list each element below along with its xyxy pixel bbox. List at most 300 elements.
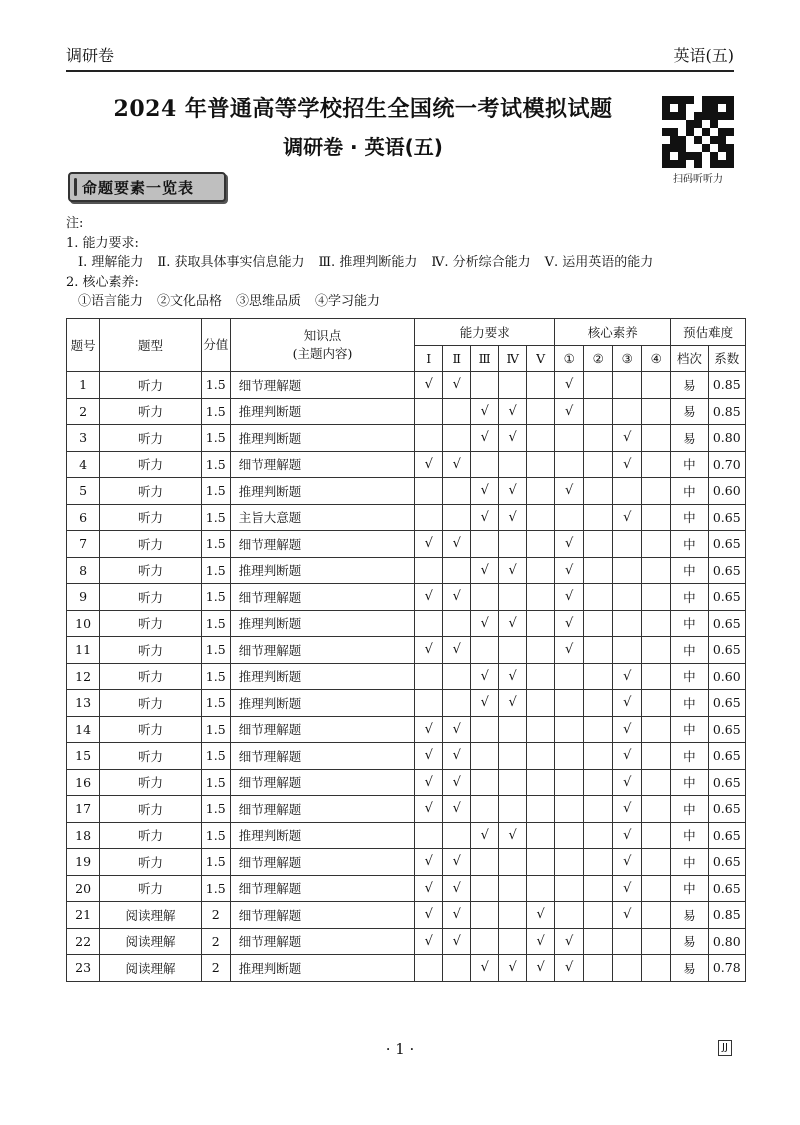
cell-num: 13 <box>67 690 100 717</box>
ability-title: 1. 能力要求: <box>66 235 139 251</box>
cell-score: 1.5 <box>201 398 230 425</box>
cell-type: 听力 <box>100 849 202 876</box>
ability-check-icon: √ <box>499 478 527 505</box>
cell-num: 23 <box>67 955 100 982</box>
ability-check-icon: √ <box>527 902 555 929</box>
ability-cell <box>415 690 443 717</box>
ability-check-icon: √ <box>471 425 499 452</box>
ability-cell <box>527 557 555 584</box>
cell-type: 阅读理解 <box>100 955 202 982</box>
cell-num: 9 <box>67 584 100 611</box>
table-row <box>67 478 746 505</box>
cell-num: 4 <box>67 451 100 478</box>
qr-caption: 扫码听听力 <box>673 174 723 185</box>
literacy-cell <box>584 849 613 876</box>
ability-cell <box>527 372 555 399</box>
cell-level: 中 <box>671 875 708 902</box>
literacy-cell <box>555 451 584 478</box>
cell-num: 19 <box>67 849 100 876</box>
literacy-check-icon: √ <box>613 822 642 849</box>
literacy-cell <box>642 716 671 743</box>
section-badge: 命题要素一览表 <box>68 172 226 202</box>
ability-check-icon: √ <box>499 557 527 584</box>
header-level: 档次 <box>671 345 708 372</box>
literacy-cell <box>642 478 671 505</box>
ability-check-icon: √ <box>499 425 527 452</box>
page-header <box>66 44 734 72</box>
literacy-cell <box>555 769 584 796</box>
literacy-item: ①语言能力 <box>78 294 144 309</box>
cell-knowledge: 推理判断题 <box>230 557 415 584</box>
ability-cell <box>527 584 555 611</box>
cell-coef: 0.65 <box>708 531 745 558</box>
ability-cell <box>471 849 499 876</box>
literacy-cell <box>642 584 671 611</box>
ability-cell <box>415 663 443 690</box>
cell-knowledge: 细节理解题 <box>230 928 415 955</box>
cell-level: 易 <box>671 928 708 955</box>
literacy-check-icon: √ <box>613 425 642 452</box>
literacy-cell <box>642 690 671 717</box>
literacy-cell <box>613 955 642 982</box>
literacy-check-icon: √ <box>613 451 642 478</box>
ability-cell <box>527 451 555 478</box>
ability-cell <box>443 610 471 637</box>
header-right-label: 英语(五) <box>673 46 734 65</box>
cell-knowledge: 细节理解题 <box>230 902 415 929</box>
cell-num: 3 <box>67 425 100 452</box>
literacy-check-icon: √ <box>555 478 584 505</box>
literacy-cell <box>584 531 613 558</box>
ability-check-icon: √ <box>471 822 499 849</box>
ability-check-icon: √ <box>471 610 499 637</box>
literacy-cell <box>555 875 584 902</box>
ability-check-icon: √ <box>499 610 527 637</box>
cell-level: 中 <box>671 504 708 531</box>
ability-cell <box>527 769 555 796</box>
cell-knowledge: 推理判断题 <box>230 955 415 982</box>
cell-coef: 0.80 <box>708 928 745 955</box>
ability-cell <box>499 743 527 770</box>
header-literacy: 核心素养 <box>555 319 671 346</box>
cell-coef: 0.85 <box>708 398 745 425</box>
cell-type: 听力 <box>100 663 202 690</box>
cell-type: 听力 <box>100 769 202 796</box>
ability-cell <box>527 531 555 558</box>
header-difficulty: 预估难度 <box>671 319 746 346</box>
ability-check-icon: √ <box>471 557 499 584</box>
ability-check-icon: √ <box>527 928 555 955</box>
header-literacy-col: ① <box>555 345 584 372</box>
literacy-cell <box>613 610 642 637</box>
table-row <box>67 902 746 929</box>
cell-coef: 0.70 <box>708 451 745 478</box>
ability-cell <box>499 372 527 399</box>
header-type: 题型 <box>100 319 202 372</box>
header-ability-col: Ⅱ <box>443 345 471 372</box>
cell-num: 5 <box>67 478 100 505</box>
table-row <box>67 769 746 796</box>
ability-check-icon: √ <box>415 849 443 876</box>
cell-num: 8 <box>67 557 100 584</box>
ability-cell <box>499 716 527 743</box>
literacy-check-icon: √ <box>555 928 584 955</box>
cell-score: 1.5 <box>201 875 230 902</box>
ability-cell <box>499 769 527 796</box>
table-row <box>67 663 746 690</box>
literacy-check-icon: √ <box>613 743 642 770</box>
ability-check-icon: √ <box>443 769 471 796</box>
cell-knowledge: 细节理解题 <box>230 584 415 611</box>
notes-section <box>66 214 746 312</box>
cell-coef: 0.65 <box>708 796 745 823</box>
ability-check-icon: √ <box>499 690 527 717</box>
cell-score: 1.5 <box>201 690 230 717</box>
literacy-cell <box>584 425 613 452</box>
cell-num: 7 <box>67 531 100 558</box>
table-row <box>67 451 746 478</box>
table-row <box>67 690 746 717</box>
cell-coef: 0.85 <box>708 902 745 929</box>
cell-type: 听力 <box>100 716 202 743</box>
cell-level: 中 <box>671 637 708 664</box>
cell-num: 12 <box>67 663 100 690</box>
cell-type: 听力 <box>100 690 202 717</box>
literacy-cell <box>642 743 671 770</box>
table-row <box>67 637 746 664</box>
cell-level: 中 <box>671 849 708 876</box>
literacy-cell <box>584 902 613 929</box>
table-row <box>67 955 746 982</box>
literacy-cell <box>642 928 671 955</box>
ability-cell <box>471 531 499 558</box>
table-row <box>67 796 746 823</box>
literacy-check-icon: √ <box>555 557 584 584</box>
cell-type: 听力 <box>100 637 202 664</box>
literacy-cell <box>642 822 671 849</box>
literacy-cell <box>613 372 642 399</box>
cell-type: 听力 <box>100 743 202 770</box>
ability-check-icon: √ <box>415 637 443 664</box>
ability-item: Ⅱ. 获取具体事实信息能力 <box>157 255 305 270</box>
table-row <box>67 425 746 452</box>
ability-item: Ⅳ. 分析综合能力 <box>431 255 531 270</box>
ability-cell <box>443 822 471 849</box>
ability-cell <box>527 637 555 664</box>
header-literacy-col: ③ <box>613 345 642 372</box>
cell-type: 听力 <box>100 531 202 558</box>
ability-check-icon: √ <box>471 663 499 690</box>
literacy-cell <box>555 849 584 876</box>
table-row <box>67 398 746 425</box>
literacy-cell <box>584 743 613 770</box>
cell-coef: 0.65 <box>708 557 745 584</box>
ability-check-icon: √ <box>443 928 471 955</box>
ability-check-icon: √ <box>415 716 443 743</box>
cell-knowledge: 细节理解题 <box>230 875 415 902</box>
ability-item: Ⅲ. 推理判断能力 <box>318 255 418 270</box>
ability-cell <box>443 478 471 505</box>
cell-num: 22 <box>67 928 100 955</box>
literacy-item: ③思维品质 <box>236 294 302 309</box>
ability-cell <box>499 531 527 558</box>
cell-level: 易 <box>671 955 708 982</box>
ability-cell <box>499 902 527 929</box>
cell-knowledge: 细节理解题 <box>230 531 415 558</box>
page-number: · 1 · <box>385 1040 415 1058</box>
ability-cell <box>527 716 555 743</box>
cell-score: 1.5 <box>201 716 230 743</box>
literacy-cell <box>584 663 613 690</box>
cell-knowledge: 细节理解题 <box>230 637 415 664</box>
table-row <box>67 557 746 584</box>
literacy-check-icon: √ <box>613 849 642 876</box>
ability-cell <box>471 372 499 399</box>
header-coef: 系数 <box>708 345 745 372</box>
header-ability-col: Ⅲ <box>471 345 499 372</box>
cell-score: 1.5 <box>201 637 230 664</box>
literacy-cell <box>642 504 671 531</box>
cell-score: 1.5 <box>201 451 230 478</box>
ability-check-icon: √ <box>443 796 471 823</box>
ability-cell <box>471 716 499 743</box>
ability-cell <box>527 875 555 902</box>
literacy-cell <box>584 584 613 611</box>
ability-cell <box>527 398 555 425</box>
cell-type: 听力 <box>100 796 202 823</box>
literacy-cell <box>555 504 584 531</box>
cell-level: 中 <box>671 584 708 611</box>
cell-score: 1.5 <box>201 478 230 505</box>
literacy-cell <box>555 690 584 717</box>
ability-cell <box>415 955 443 982</box>
ability-check-icon: √ <box>443 531 471 558</box>
cell-score: 1.5 <box>201 584 230 611</box>
ability-check-icon: √ <box>443 716 471 743</box>
cell-type: 听力 <box>100 504 202 531</box>
table-row <box>67 716 746 743</box>
page-title: 2024 年普通高等学校招生全国统一考试模拟试题 <box>113 96 613 122</box>
cell-coef: 0.65 <box>708 637 745 664</box>
table-row <box>67 928 746 955</box>
ability-check-icon: √ <box>415 875 443 902</box>
cell-type: 听力 <box>100 875 202 902</box>
header-knowledge <box>230 319 415 372</box>
cell-knowledge: 推理判断题 <box>230 398 415 425</box>
literacy-check-icon: √ <box>555 584 584 611</box>
cell-knowledge: 细节理解题 <box>230 769 415 796</box>
literacy-check-icon: √ <box>555 955 584 982</box>
ability-item: Ⅴ. 运用英语的能力 <box>544 255 654 270</box>
cell-coef: 0.65 <box>708 690 745 717</box>
cell-score: 1.5 <box>201 849 230 876</box>
ability-check-icon: √ <box>443 372 471 399</box>
header-knowledge-line1: 知识点 <box>303 328 342 343</box>
cell-coef: 0.65 <box>708 849 745 876</box>
cell-level: 中 <box>671 531 708 558</box>
literacy-cell <box>642 557 671 584</box>
cell-num: 21 <box>67 902 100 929</box>
ability-check-icon: √ <box>415 743 443 770</box>
cell-type: 听力 <box>100 398 202 425</box>
elements-table <box>66 318 746 982</box>
ability-cell <box>527 796 555 823</box>
literacy-list <box>66 292 746 312</box>
ability-check-icon: √ <box>471 690 499 717</box>
footer-tag: JJ <box>718 1040 732 1056</box>
ability-cell <box>499 928 527 955</box>
literacy-check-icon: √ <box>555 531 584 558</box>
cell-coef: 0.65 <box>708 584 745 611</box>
ability-cell <box>471 796 499 823</box>
ability-cell <box>527 690 555 717</box>
literacy-cell <box>555 425 584 452</box>
ability-cell <box>415 425 443 452</box>
ability-check-icon: √ <box>443 849 471 876</box>
table-row <box>67 531 746 558</box>
literacy-check-icon: √ <box>613 504 642 531</box>
literacy-cell <box>584 557 613 584</box>
literacy-cell <box>642 849 671 876</box>
ability-check-icon: √ <box>443 584 471 611</box>
ability-cell <box>471 743 499 770</box>
cell-type: 阅读理解 <box>100 928 202 955</box>
cell-level: 中 <box>671 663 708 690</box>
literacy-cell <box>584 637 613 664</box>
literacy-cell <box>584 610 613 637</box>
cell-knowledge: 细节理解题 <box>230 849 415 876</box>
table-row <box>67 849 746 876</box>
ability-cell <box>471 928 499 955</box>
ability-cell <box>499 451 527 478</box>
cell-num: 2 <box>67 398 100 425</box>
literacy-cell <box>613 398 642 425</box>
ability-cell <box>443 425 471 452</box>
ability-check-icon: √ <box>499 504 527 531</box>
ability-check-icon: √ <box>443 875 471 902</box>
cell-type: 听力 <box>100 822 202 849</box>
table-row <box>67 875 746 902</box>
cell-level: 中 <box>671 716 708 743</box>
ability-check-icon: √ <box>471 504 499 531</box>
cell-coef: 0.65 <box>708 875 745 902</box>
literacy-cell <box>584 478 613 505</box>
ability-cell <box>527 663 555 690</box>
cell-level: 中 <box>671 478 708 505</box>
cell-score: 1.5 <box>201 822 230 849</box>
cell-coef: 0.65 <box>708 504 745 531</box>
ability-cell <box>499 875 527 902</box>
cell-score: 1.5 <box>201 372 230 399</box>
ability-cell <box>471 902 499 929</box>
table-row <box>67 822 746 849</box>
cell-knowledge: 推理判断题 <box>230 822 415 849</box>
cell-num: 20 <box>67 875 100 902</box>
cell-level: 中 <box>671 610 708 637</box>
cell-knowledge: 推理判断题 <box>230 478 415 505</box>
ability-cell <box>471 769 499 796</box>
cell-score: 1.5 <box>201 531 230 558</box>
literacy-cell <box>584 796 613 823</box>
cell-coef: 0.65 <box>708 769 745 796</box>
qr-code-icon[interactable] <box>662 96 734 168</box>
ability-check-icon: √ <box>471 478 499 505</box>
cell-level: 易 <box>671 425 708 452</box>
cell-num: 15 <box>67 743 100 770</box>
ability-check-icon: √ <box>443 743 471 770</box>
cell-score: 1.5 <box>201 610 230 637</box>
literacy-cell <box>642 955 671 982</box>
ability-cell <box>415 478 443 505</box>
ability-check-icon: √ <box>471 398 499 425</box>
ability-cell <box>527 425 555 452</box>
ability-cell <box>527 504 555 531</box>
cell-knowledge: 细节理解题 <box>230 796 415 823</box>
ability-check-icon: √ <box>415 928 443 955</box>
literacy-cell <box>584 716 613 743</box>
ability-cell <box>415 822 443 849</box>
ability-check-icon: √ <box>415 769 443 796</box>
cell-knowledge: 推理判断题 <box>230 610 415 637</box>
ability-check-icon: √ <box>499 663 527 690</box>
cell-knowledge: 细节理解题 <box>230 372 415 399</box>
ability-cell <box>499 637 527 664</box>
cell-knowledge: 主旨大意题 <box>230 504 415 531</box>
cell-type: 阅读理解 <box>100 902 202 929</box>
table-row <box>67 743 746 770</box>
ability-check-icon: √ <box>415 796 443 823</box>
literacy-cell <box>584 398 613 425</box>
cell-level: 易 <box>671 902 708 929</box>
cell-type: 听力 <box>100 610 202 637</box>
cell-score: 2 <box>201 928 230 955</box>
cell-level: 中 <box>671 451 708 478</box>
cell-knowledge: 细节理解题 <box>230 716 415 743</box>
literacy-cell <box>584 822 613 849</box>
literacy-item: ④学习能力 <box>315 294 381 309</box>
header-literacy-col: ② <box>584 345 613 372</box>
cell-num: 11 <box>67 637 100 664</box>
cell-level: 易 <box>671 372 708 399</box>
cell-score: 2 <box>201 955 230 982</box>
ability-check-icon: √ <box>443 637 471 664</box>
literacy-cell <box>642 610 671 637</box>
cell-type: 听力 <box>100 425 202 452</box>
literacy-check-icon: √ <box>555 372 584 399</box>
literacy-cell <box>613 637 642 664</box>
page-subtitle: 调研卷 · 英语(五) <box>283 135 443 159</box>
ability-cell <box>443 663 471 690</box>
cell-coef: 0.85 <box>708 372 745 399</box>
header-left-label: 调研卷 <box>66 46 115 65</box>
ability-cell <box>499 584 527 611</box>
literacy-check-icon: √ <box>555 637 584 664</box>
literacy-cell <box>613 584 642 611</box>
literacy-check-icon: √ <box>613 902 642 929</box>
ability-cell <box>415 557 443 584</box>
cell-level: 中 <box>671 690 708 717</box>
ability-check-icon: √ <box>415 584 443 611</box>
ability-check-icon: √ <box>415 451 443 478</box>
cell-num: 10 <box>67 610 100 637</box>
literacy-cell <box>584 690 613 717</box>
ability-check-icon: √ <box>415 902 443 929</box>
literacy-cell <box>642 796 671 823</box>
cell-score: 1.5 <box>201 504 230 531</box>
literacy-cell <box>555 716 584 743</box>
cell-type: 听力 <box>100 584 202 611</box>
literacy-cell <box>613 531 642 558</box>
